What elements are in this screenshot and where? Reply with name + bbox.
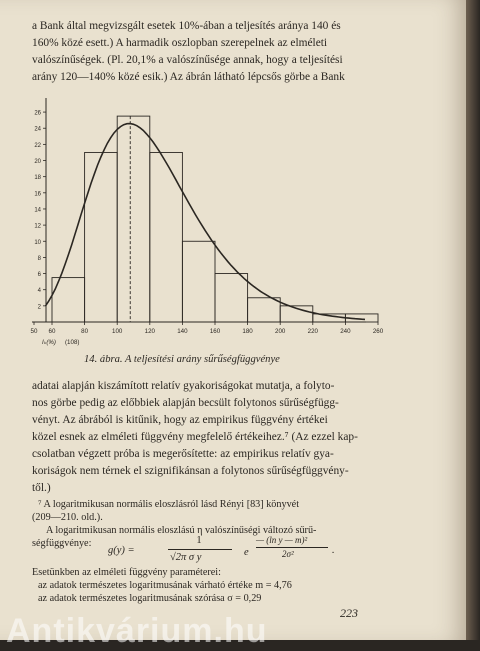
formula-denominator: √2π σ y — [170, 552, 202, 563]
exp-fraction-bar — [256, 547, 328, 548]
param-line: az adatok természetes logaritmusának várható értéke m = 4,76 — [38, 580, 292, 591]
x-tick-label: 140 — [177, 328, 188, 335]
x-tick-label: 240 — [340, 328, 351, 335]
param-line: Esetünkben az elméleti függvény paraméterei: — [32, 567, 221, 578]
x-axis-label-value: (108) — [65, 339, 80, 346]
text-line: a Bank által megvizsgált esetek 10%-ában a teljesítés aránya 140 és — [32, 20, 341, 32]
text-line: nos görbe pedig az előbbiek alapján becsült folytonos sűrűségfügg- — [32, 397, 339, 409]
y-tick-label: 8 — [37, 255, 41, 262]
text-line: közel esnek az elméleti függvény megfelelő értékeihez.⁷ (Az ezzel kap- — [32, 431, 358, 443]
histogram-bar — [215, 274, 248, 322]
y-tick-label: 18 — [34, 175, 41, 182]
x-tick-label: 50 — [30, 328, 38, 335]
formula-lhs: g(y) = — [108, 545, 135, 556]
x-tick-label: 100 — [112, 328, 123, 335]
page-number: 223 — [340, 606, 358, 620]
histogram-bar — [85, 152, 118, 322]
formula-exp-numerator: — (ln y — m)² — [256, 535, 308, 545]
watermark-logo: Antikvárium.hu — [6, 612, 268, 650]
text-line: csolatban végzett próba is megerősítette: az empirikus relatív gya- — [32, 448, 334, 460]
x-tick-label: 60 — [48, 328, 56, 335]
y-tick-label: 20 — [34, 159, 41, 166]
y-tick-label: 24 — [34, 126, 41, 133]
x-axis-label: Iₖ(%) — [42, 339, 56, 346]
footnote-line: ⁷ A logaritmikusan normális eloszlásról lásd Rényi [83] könyvét — [38, 499, 300, 510]
formula-exp-base: e — [244, 547, 249, 558]
density-curve — [46, 124, 366, 320]
formula-exp-denominator: 2σ² — [282, 549, 294, 559]
histogram-bar — [150, 152, 183, 322]
text-line: valószínűségek. (Pl. 20,1% a valószínűsége annak, hogy a teljesítési — [32, 54, 343, 66]
text-line: koriságok nem térnek el szignifikánsan a folytonos sűrűségfüggvény- — [32, 465, 349, 477]
param-line: az adatok természetes logaritmusának szórása σ = 0,29 — [38, 593, 262, 604]
density-chart — [26, 96, 384, 346]
y-tick-label: 4 — [37, 288, 41, 295]
top-paragraph — [32, 18, 452, 86]
y-tick-label: 12 — [34, 223, 41, 230]
formula-end: . — [332, 545, 335, 556]
formula-numerator: 1 — [196, 535, 202, 546]
x-tick-label: 180 — [242, 328, 253, 335]
y-tick-label: 6 — [37, 272, 41, 279]
y-tick-label: 2 — [37, 304, 41, 311]
x-tick-label: 220 — [307, 328, 318, 335]
fraction-bar — [168, 549, 232, 550]
y-tick-label: 26 — [34, 110, 41, 117]
x-tick-label: 80 — [81, 328, 89, 335]
x-tick-label: 260 — [372, 328, 384, 335]
parameters — [32, 566, 452, 605]
book-spine-shadow — [466, 0, 480, 640]
y-tick-label: 22 — [34, 142, 41, 149]
histogram-bar — [248, 298, 281, 322]
y-tick-label: 16 — [34, 191, 41, 198]
text-line: arány 120—140% közé esik.) Az ábrán látható lépcsős görbe a Bank — [32, 71, 345, 83]
footnote-line: (209—210. old.). — [32, 512, 103, 523]
text-line: 160% közé esett.) A harmadik oszlopban szerepelnek az elméleti — [32, 37, 328, 49]
text-line: adatai alapján kiszámított relatív gyakoriságokat mutatja, a folyto- — [32, 380, 335, 392]
footnote-line: ségfüggvénye: — [32, 538, 92, 549]
text-line: vényt. Az ábrából is kitűnik, hogy az empirikus függvény értékei — [32, 414, 328, 426]
x-tick-label: 160 — [209, 328, 221, 335]
histogram-bar — [182, 241, 215, 322]
footnote-line: A logaritmikusan normális eloszlású η valószínűségi változó sűrű- — [46, 525, 317, 536]
x-tick-label: 200 — [275, 328, 286, 335]
text-line: től.) — [32, 482, 51, 494]
x-tick-label: 120 — [144, 328, 155, 335]
y-tick-label: 14 — [34, 207, 41, 214]
y-tick-label: 10 — [34, 239, 41, 246]
middle-paragraph — [32, 378, 452, 497]
figure-caption: 14. ábra. A teljesítési arány sűrűségfüggvénye — [84, 354, 280, 365]
histogram-bar — [117, 116, 150, 322]
